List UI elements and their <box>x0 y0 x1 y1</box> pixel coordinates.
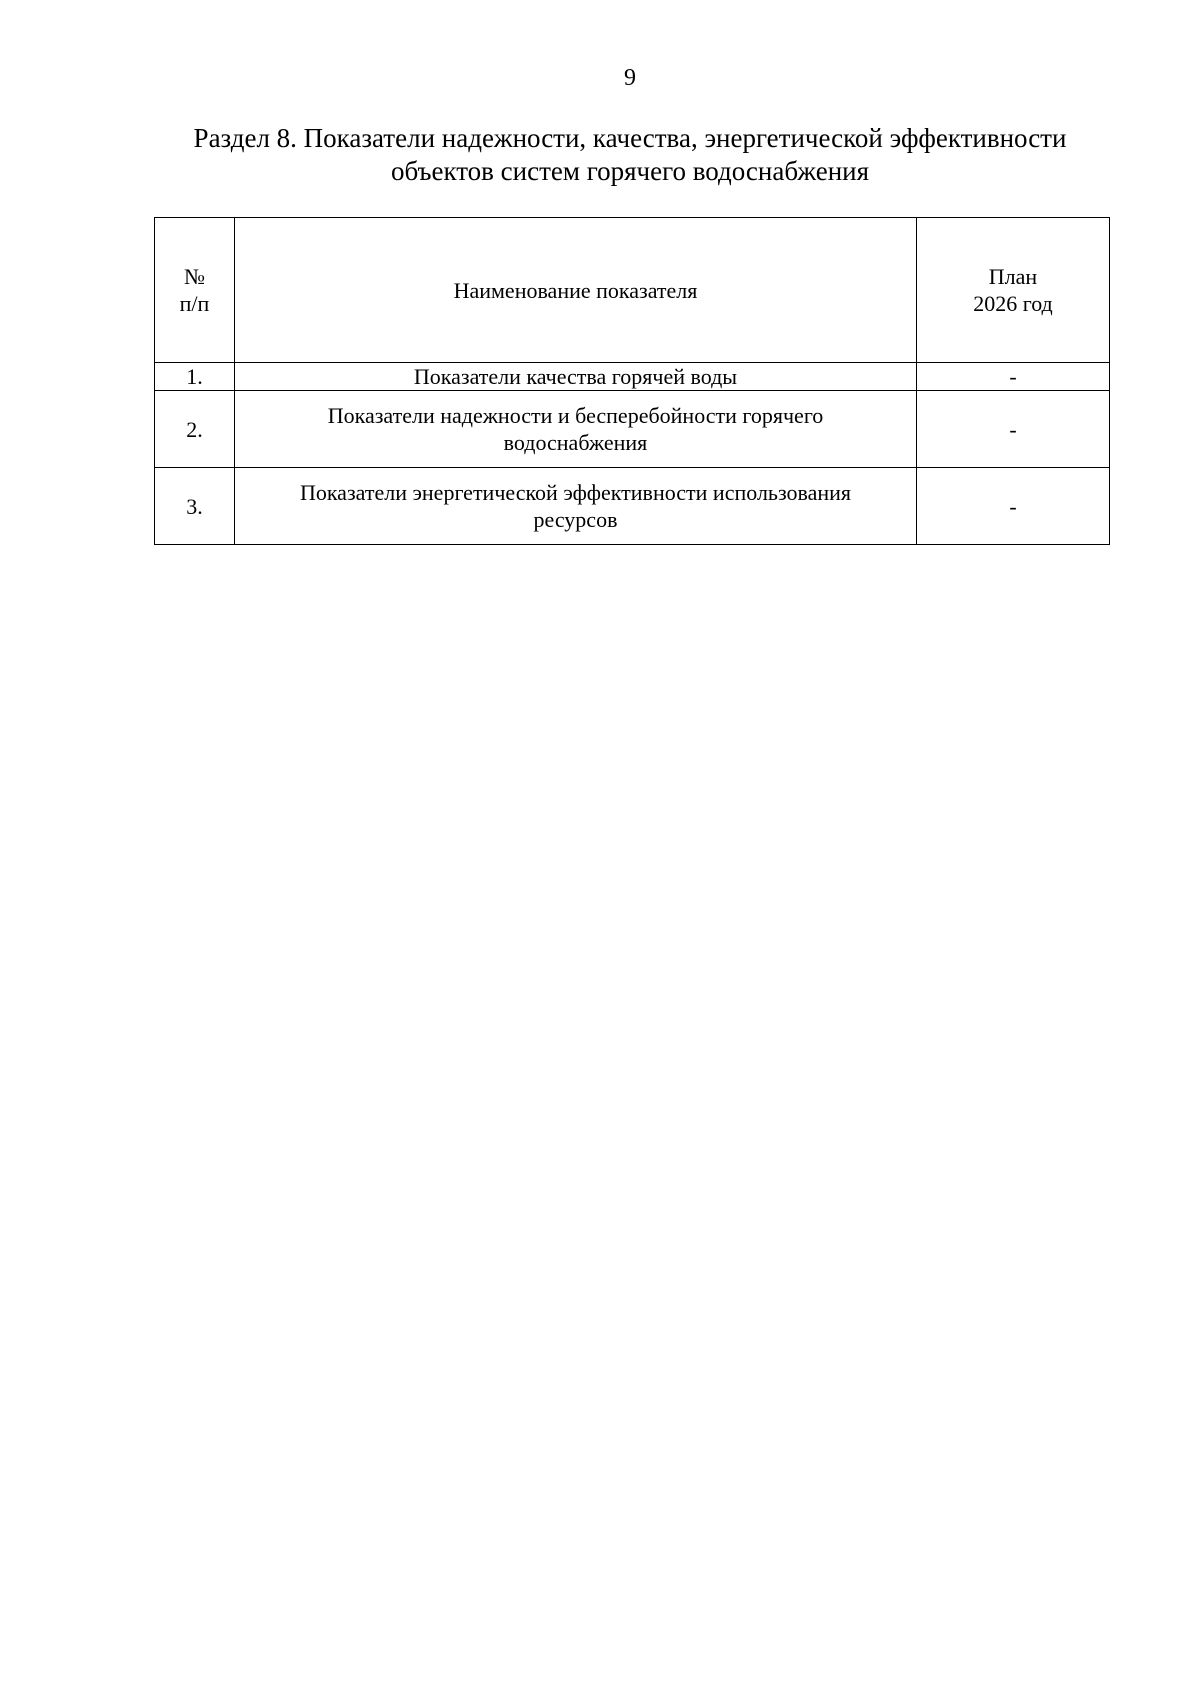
table-row <box>155 391 1110 468</box>
row-plan-value: - <box>917 468 1110 545</box>
header-number-line-2: п/п <box>179 291 210 316</box>
row-indicator-name-line-2: ресурсов <box>533 507 618 532</box>
row-indicator-name-line-1: Показатели качества горячей воды <box>413 363 738 389</box>
header-number-line-1: № <box>184 264 205 289</box>
row-indicator-name-line-1: Показатели надежности и бесперебойности горячего <box>327 403 824 428</box>
indicators-table <box>154 217 1110 545</box>
row-number: 2. <box>155 391 235 468</box>
table-header-row <box>155 218 1110 363</box>
row-indicator-name-line-2: водоснабжения <box>503 430 648 455</box>
row-indicator-name <box>235 363 917 391</box>
row-plan-value: - <box>917 391 1110 468</box>
row-indicator-name-line-1: Показатели энергетической эффективности использования <box>299 480 852 505</box>
row-number: 3. <box>155 468 235 545</box>
header-plan-line-2: 2026 год <box>973 291 1053 316</box>
row-number: 1. <box>155 363 235 391</box>
table-row <box>155 363 1110 391</box>
row-plan-value: - <box>917 363 1110 391</box>
section-title <box>150 122 1110 188</box>
table-row <box>155 468 1110 545</box>
header-plan <box>917 218 1110 363</box>
header-indicator-name: Наименование показателя <box>235 218 917 363</box>
table-header <box>155 218 1110 363</box>
header-plan-line-1: План <box>988 264 1038 289</box>
header-number <box>155 218 235 363</box>
page-number: 9 <box>624 65 636 91</box>
row-indicator-name <box>235 468 917 545</box>
table-body <box>155 363 1110 545</box>
section-title-line-2: объектов систем горячего водоснабжения <box>390 156 870 186</box>
row-indicator-name <box>235 391 917 468</box>
section-title-line-1: Раздел 8. Показатели надежности, качества, энергетической эффективности <box>193 123 1067 153</box>
